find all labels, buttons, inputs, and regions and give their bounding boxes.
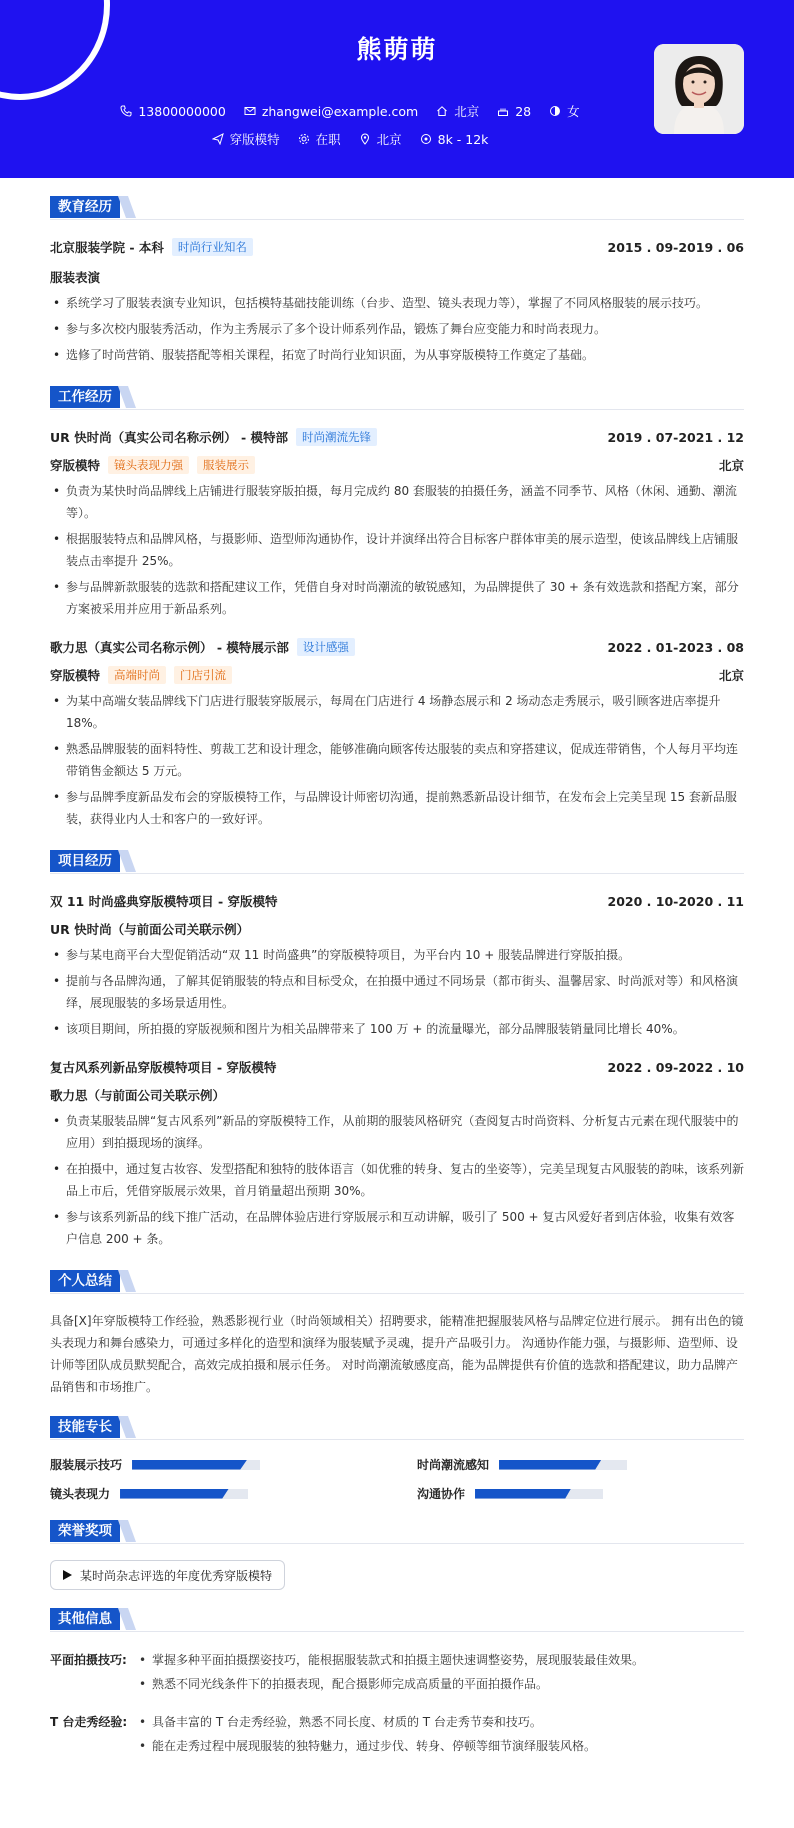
company-name: UR 快时尚（真实公司名称示例） - 模特部 [50, 430, 289, 445]
target-city-item [359, 130, 402, 148]
skill-bar-fill [499, 1460, 601, 1470]
phone-icon [120, 105, 132, 117]
list-item: • 负责为某快时尚品牌线上店铺进行服装穿版拍摄，每月完成约 80 套服装的拍摄任务，涵盖不同季节、风格（休闲、通勤、潮流等）。 [50, 480, 744, 524]
target-city-text: 北京 [376, 132, 402, 147]
skill-bar [475, 1489, 603, 1499]
skill-bar-fill [132, 1460, 247, 1470]
education-entry-header [50, 236, 744, 258]
mail-icon [244, 105, 256, 117]
city-text: 北京 [454, 104, 480, 119]
home-icon [436, 105, 448, 117]
skill-bar-fill [120, 1489, 229, 1499]
summary-section [50, 1270, 744, 1398]
list-item: • 具备丰富的 T 台走秀经验，熟悉不同长度、材质的 T 台走秀节奏和技巧。 [136, 1710, 596, 1734]
list-item: • 参与品牌新款服装的选款和搭配建议工作，凭借自身对时尚潮流的敏锐感知，为品牌提供了 30 + 条有效选款和搭配方案，部分方案被采用并应用于新品系列。 [50, 576, 744, 620]
location-icon [359, 133, 371, 145]
work-entry-header [50, 426, 744, 448]
work-role-row [50, 666, 744, 684]
skill-bar [132, 1460, 260, 1470]
work-location: 北京 [718, 458, 744, 473]
skill-name: 服装展示技巧 [50, 1458, 123, 1472]
list-item: • 在拍摄中，通过复古妆容、发型搭配和独特的肢体语言（如优雅的转身、复古的坐姿等），完美呈现复古风服装的韵味，该系列新品上市后，凭借穿版展示效果，首月销量超出预期 30%。 [50, 1158, 744, 1202]
section-header-projects [50, 850, 744, 874]
resume-body [50, 196, 744, 1758]
work-role-row [50, 456, 744, 474]
work-date: 2022 . 01-2023 . 08 [607, 639, 744, 655]
honor-text: 某时尚杂志评选的年度优秀穿版模特 [80, 1568, 273, 1583]
other-section [50, 1608, 744, 1758]
project-org-row [50, 1086, 744, 1104]
honors-section [50, 1520, 744, 1590]
list-item: • 提前与各品牌沟通，了解其促销服装的特点和目标受众，在拍摄中通过不同场景（都市街头、温馨居家、时尚派对等）和风格演绎，展现服装的多场景适用性。 [50, 970, 744, 1014]
project-entry-header [50, 890, 744, 912]
list-item: • 掌握多种平面拍摄摆姿技巧，能根据服装款式和拍摄主题快速调整姿势，展现服装最佳效果。 [136, 1648, 644, 1672]
age-text: 28 [515, 103, 532, 119]
contact-row [0, 102, 700, 120]
skill-name: 沟通协作 [417, 1487, 466, 1501]
avatar [654, 44, 744, 134]
school-name: 北京服装学院 - 本科 [50, 240, 164, 255]
section-title: 教育经历 [50, 196, 120, 218]
role-title: 穿版模特 [50, 458, 101, 473]
work-bullets [50, 480, 744, 620]
resume-header [0, 0, 794, 178]
position-text: 穿版模特 [229, 132, 280, 147]
skill-bar-fill [475, 1489, 571, 1499]
list-item: • 负责某服装品牌“复古风系列”新品的穿版模特工作，从前期的服装风格研究（查阅复古时尚资料、分析复古元素在现代服装中的应用）到拍摄现场的演绎。 [50, 1110, 744, 1154]
work-bullets [50, 690, 744, 830]
project-org: UR 快时尚（与前面公司关联示例） [50, 922, 250, 937]
gender-item [549, 102, 580, 120]
section-header-summary [50, 1270, 744, 1294]
salary-item [420, 130, 489, 148]
company-badge: 设计感强 [297, 638, 355, 656]
list-item: • 选修了时尚营销、服装搭配等相关课程，拓宽了时尚行业知识面，为从事穿版模特工作奠定了基础。 [50, 344, 744, 366]
email-text: zhangwei@example.com [261, 103, 419, 119]
list-item: • 参与品牌季度新品发布会的穿版模特工作，与品牌设计师密切沟通，提前熟悉新品设计细节，在发布会上完美呈现 15 套新品服装，获得业内人士和客户的一致好评。 [50, 786, 744, 830]
education-section [50, 196, 744, 366]
gear-icon [298, 133, 310, 145]
phone-text: 13800000000 [138, 103, 226, 119]
skill-item [50, 1456, 377, 1473]
section-title: 荣誉奖项 [50, 1520, 120, 1542]
list-item: • 为某中高端女装品牌线下门店进行服装穿版展示，每周在门店进行 4 场静态展示和 2 场动态走秀展示，吸引顾客进店率提升 18%。 [50, 690, 744, 734]
project-org-row [50, 920, 744, 938]
section-header-honors [50, 1520, 744, 1544]
skills-grid [50, 1456, 744, 1502]
section-title: 个人总结 [50, 1270, 120, 1292]
other-label: 平面拍摄技巧: [50, 1653, 127, 1667]
project-org: 歌力思（与前面公司关联示例） [50, 1088, 226, 1103]
school-badge: 时尚行业知名 [172, 238, 253, 256]
major [50, 268, 744, 286]
skill-tag: 服装展示 [197, 456, 255, 474]
skill-tag: 镜头表现力强 [108, 456, 189, 474]
phone-item [120, 102, 225, 120]
section-header-skills [50, 1416, 744, 1440]
skill-bar [499, 1460, 627, 1470]
send-icon [212, 133, 224, 145]
summary-text: 具备[X]年穿版模特工作经验，熟悉影视行业（时尚领域相关）招聘要求，能精准把握服装风格与品牌定位进行展示。 拥有出色的镜头表现力和舞台感染力，可通过多样化的造型和演绎为服装赋予灵魂，提升产品吸引力。 沟通协作能力强，与摄影师、造型师、设计师等团队成员默契配合，高效完成拍摄和展示任务。 对时尚潮流敏感度高，能为品牌提供有价值的选款和搭配建议，助力品牌产品销售和市场推广。 [50, 1314, 744, 1394]
company-name: 歌力思（真实公司名称示例） - 模特展示部 [50, 640, 289, 655]
skill-tag: 高端时尚 [108, 666, 166, 684]
company-badge: 时尚潮流先锋 [296, 428, 377, 446]
section-header-work [50, 386, 744, 410]
section-title: 技能专长 [50, 1416, 120, 1438]
work-entry [50, 426, 744, 620]
work-entry [50, 636, 744, 830]
list-item: • 参与多次校内服装秀活动，作为主秀展示了多个设计师系列作品，锻炼了舞台应变能力和时尚表现力。 [50, 318, 744, 340]
work-date: 2019 . 07-2021 . 12 [607, 429, 744, 445]
avatar-portrait-icon [654, 44, 744, 134]
honor-item [50, 1560, 285, 1590]
section-header-education [50, 196, 744, 220]
list-item: • 系统学习了服装表演专业知识，包括模特基础技能训练（台步、造型、镜头表现力等），掌握了不同风格服装的展示技巧。 [50, 292, 744, 314]
section-title: 项目经历 [50, 850, 120, 872]
project-entry-header [50, 1056, 744, 1078]
project-date: 2020 . 10-2020 . 11 [607, 893, 744, 909]
project-bullets [50, 1110, 744, 1250]
work-section [50, 386, 744, 830]
status-item [298, 130, 341, 148]
section-header-other [50, 1608, 744, 1632]
job-intent-row [0, 130, 700, 148]
list-item: • 参与该系列新品的线下推广活动，在品牌体验店进行穿版展示和互动讲解，吸引了 500 + 复古风爱好者到店体验，收集有效客户信息 200 + 条。 [50, 1206, 744, 1250]
project-date: 2022 . 09-2022 . 10 [607, 1059, 744, 1075]
projects-section [50, 850, 744, 1250]
money-icon [420, 133, 432, 145]
skill-name: 镜头表现力 [50, 1487, 111, 1501]
status-text: 在职 [315, 132, 341, 147]
other-row [50, 1648, 744, 1696]
project-title: 双 11 时尚盛典穿版模特项目 - 穿版模特 [50, 894, 278, 909]
skill-name: 时尚潮流感知 [417, 1458, 490, 1472]
work-location: 北京 [718, 668, 744, 683]
cake-icon [497, 105, 509, 117]
list-item: • 该项目期间，所拍摄的穿版视频和图片为相关品牌带来了 100 万 + 的流量曝光，部分品牌服装销量同比增长 40%。 [50, 1018, 744, 1040]
skills-section [50, 1416, 744, 1502]
candidate-name: 熊萌萌 [356, 35, 438, 64]
work-entry-header [50, 636, 744, 658]
position-item [212, 130, 280, 148]
section-title: 工作经历 [50, 386, 120, 408]
age-item [497, 102, 531, 120]
education-date: 2015 . 09-2019 . 06 [607, 239, 744, 255]
email-item [244, 102, 418, 120]
skill-item [50, 1485, 377, 1502]
skill-bar [120, 1489, 248, 1499]
list-item: • 参与某电商平台大型促销活动“双 11 时尚盛典”的穿版模特项目，为平台内 10 + 服装品牌进行穿版拍摄。 [50, 944, 744, 966]
education-bullets [50, 292, 744, 366]
project-entry [50, 890, 744, 1040]
skill-tag: 门店引流 [174, 666, 232, 684]
list-item: • 熟悉不同光线条件下的拍摄表现，配合摄影师完成高质量的平面拍摄作品。 [136, 1672, 644, 1696]
list-item: • 能在走秀过程中展现服装的独特魅力，通过步伐、转身、停顿等细节演绎服装风格。 [136, 1734, 596, 1758]
list-item: • 根据服装特点和品牌风格，与摄影师、造型师沟通协作，设计并演绎出符合目标客户群体审美的展示造型，使该品牌线上店铺服装点击率提升 25%。 [50, 528, 744, 572]
project-entry [50, 1056, 744, 1250]
section-title: 其他信息 [50, 1608, 120, 1630]
skill-item [417, 1485, 744, 1502]
gender-icon [549, 105, 561, 117]
other-row [50, 1710, 744, 1758]
gender-text: 女 [567, 104, 580, 119]
project-title: 复古风系列新品穿版模特项目 - 穿版模特 [50, 1060, 277, 1075]
skill-item [417, 1456, 744, 1473]
salary-text: 8k - 12k [437, 131, 489, 147]
list-item: • 熟悉品牌服装的面料特性、剪裁工艺和设计理念，能够准确向顾客传达服装的卖点和穿搭建议，促成连带销售，个人每月平均连带销售金额达 5 万元。 [50, 738, 744, 782]
other-label: T 台走秀经验: [50, 1715, 128, 1729]
role-title: 穿版模特 [50, 668, 101, 683]
project-bullets [50, 944, 744, 1040]
major-text: 服装表演 [50, 270, 101, 285]
play-triangle-icon [63, 1570, 72, 1580]
city-item [436, 102, 479, 120]
